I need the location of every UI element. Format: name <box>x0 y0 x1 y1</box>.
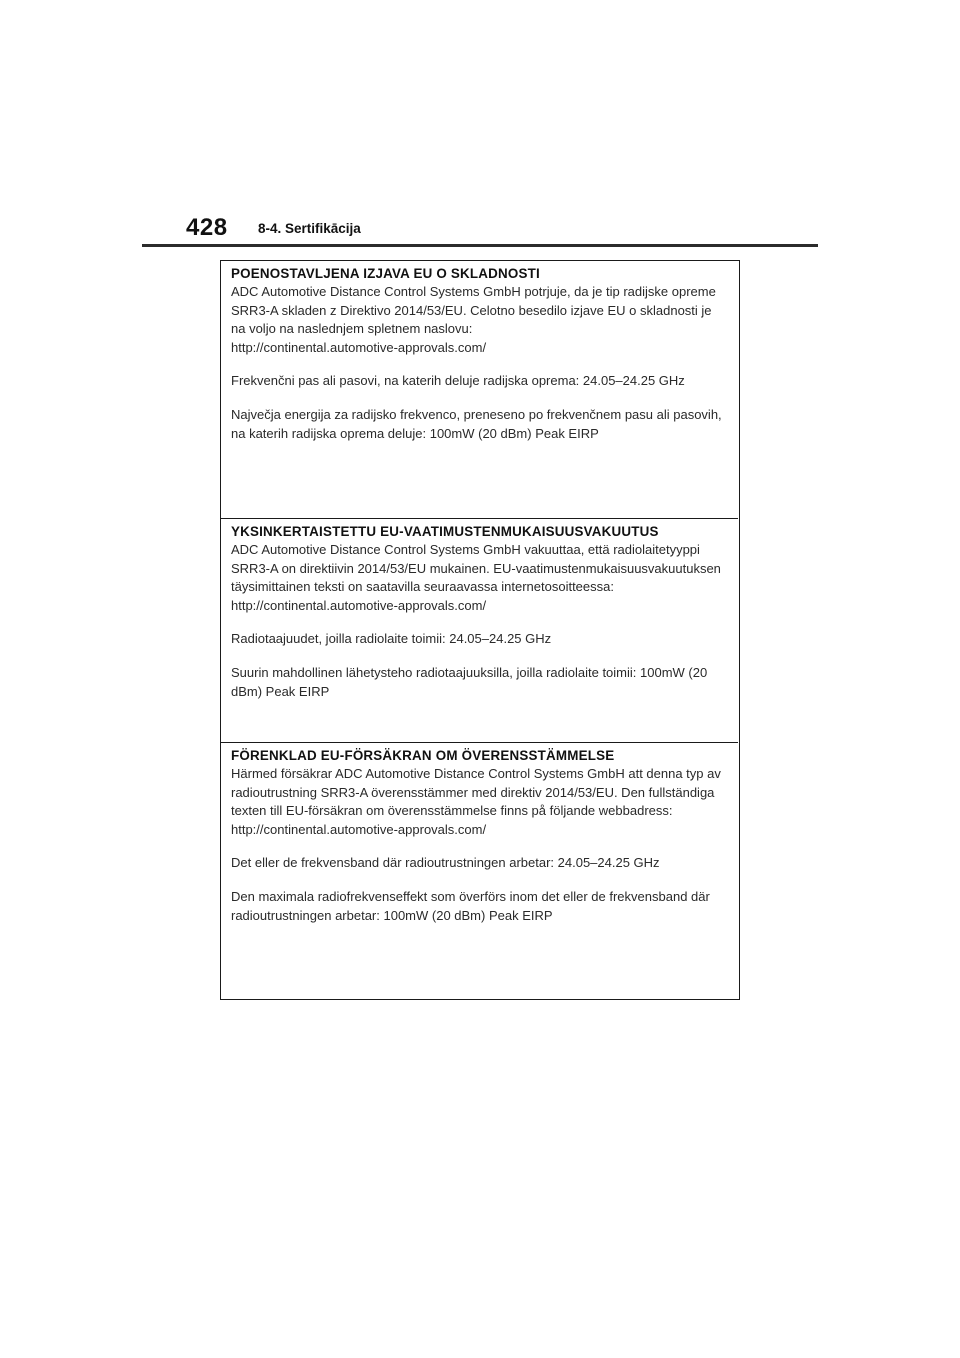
declaration-swedish <box>221 742 738 998</box>
declaration-heading: FÖRENKLAD EU-FÖRSÄKRAN OM ÖVERENSSTÄMMELSE <box>231 748 615 763</box>
certification-box <box>220 260 740 1000</box>
declaration-url: http://continental.automotive-approvals.com/ <box>231 821 487 837</box>
max-power-text: Največja energija za radijsko frekvenco, preneseno po frekvenčnem pasu ali pasovih, na katerih radijska oprema deluje: 100mW (20 dBm) Peak EIRP <box>231 406 722 441</box>
frequency-band-text: Frekvenčni pas ali pasovi, na katerih deluje radijska oprema: 24.05–24.25 GHz <box>231 373 685 389</box>
declaration-url: http://continental.automotive-approvals.com/ <box>231 597 487 613</box>
paragraph-gap <box>231 873 729 888</box>
paragraph-gap <box>231 357 729 372</box>
declaration-statement: Härmed försäkrar ADC Automotive Distance Control Systems GmbH att denna typ av radioutrustning SRR3-A överensstämmer med direktiv 2014/53/EU. Den fullständiga texten till EU-försäkran om överensstämmelse finns på följande webbadress: <box>231 766 721 819</box>
page-header <box>0 0 960 250</box>
paragraph-gap <box>231 391 729 406</box>
paragraph-gap <box>231 839 729 854</box>
paragraph-gap <box>231 649 729 664</box>
frequency-band-text: Det eller de frekvensband där radioutrustningen arbetar: 24.05–24.25 GHz <box>231 855 660 871</box>
frequency-band-text: Radiotaajuudet, joilla radiolaite toimii: 24.05–24.25 GHz <box>231 631 552 647</box>
declaration-statement: ADC Automotive Distance Control Systems GmbH vakuuttaa, että radiolaitetyyppi SRR3-A on direktiivin 2014/53/EU mukainen. EU-vaatimustenmukaisuusvakuutuksen täysimittainen teksti on saatavilla seuraavassa internetosoitteessa: <box>231 542 721 595</box>
declaration-heading: YKSINKERTAISTETTU EU-VAATIMUSTENMUKAISUUSVAKUUTUS <box>231 524 659 539</box>
max-power-text: Den maximala radiofrekvenseffekt som överförs inom det eller de frekvensband där radioutrustningen arbetar: 100mW (20 dBm) Peak EIRP <box>231 888 710 923</box>
section-title: 8-4. Sertifikācija <box>258 221 361 236</box>
declaration-statement: ADC Automotive Distance Control Systems GmbH potrjuje, da je tip radijske opreme SRR3-A skladen z Direktivo 2014/53/EU. Celotno besedilo izjave EU o skladnosti je na voljo na naslednjem spletnem naslovu: <box>231 284 716 337</box>
header-divider <box>142 244 818 247</box>
declaration-slovenian <box>221 261 738 518</box>
paragraph-gap <box>231 615 729 630</box>
declaration-heading: POENOSTAVLJENA IZJAVA EU O SKLADNOSTI <box>231 266 540 281</box>
declaration-finnish <box>221 518 738 742</box>
declaration-url: http://continental.automotive-approvals.com/ <box>231 339 487 355</box>
page-number: 428 <box>186 214 228 241</box>
max-power-text: Suurin mahdollinen lähetysteho radiotaajuuksilla, joilla radiolaite toimii: 100mW (20 dBm) Peak EIRP <box>231 664 708 699</box>
